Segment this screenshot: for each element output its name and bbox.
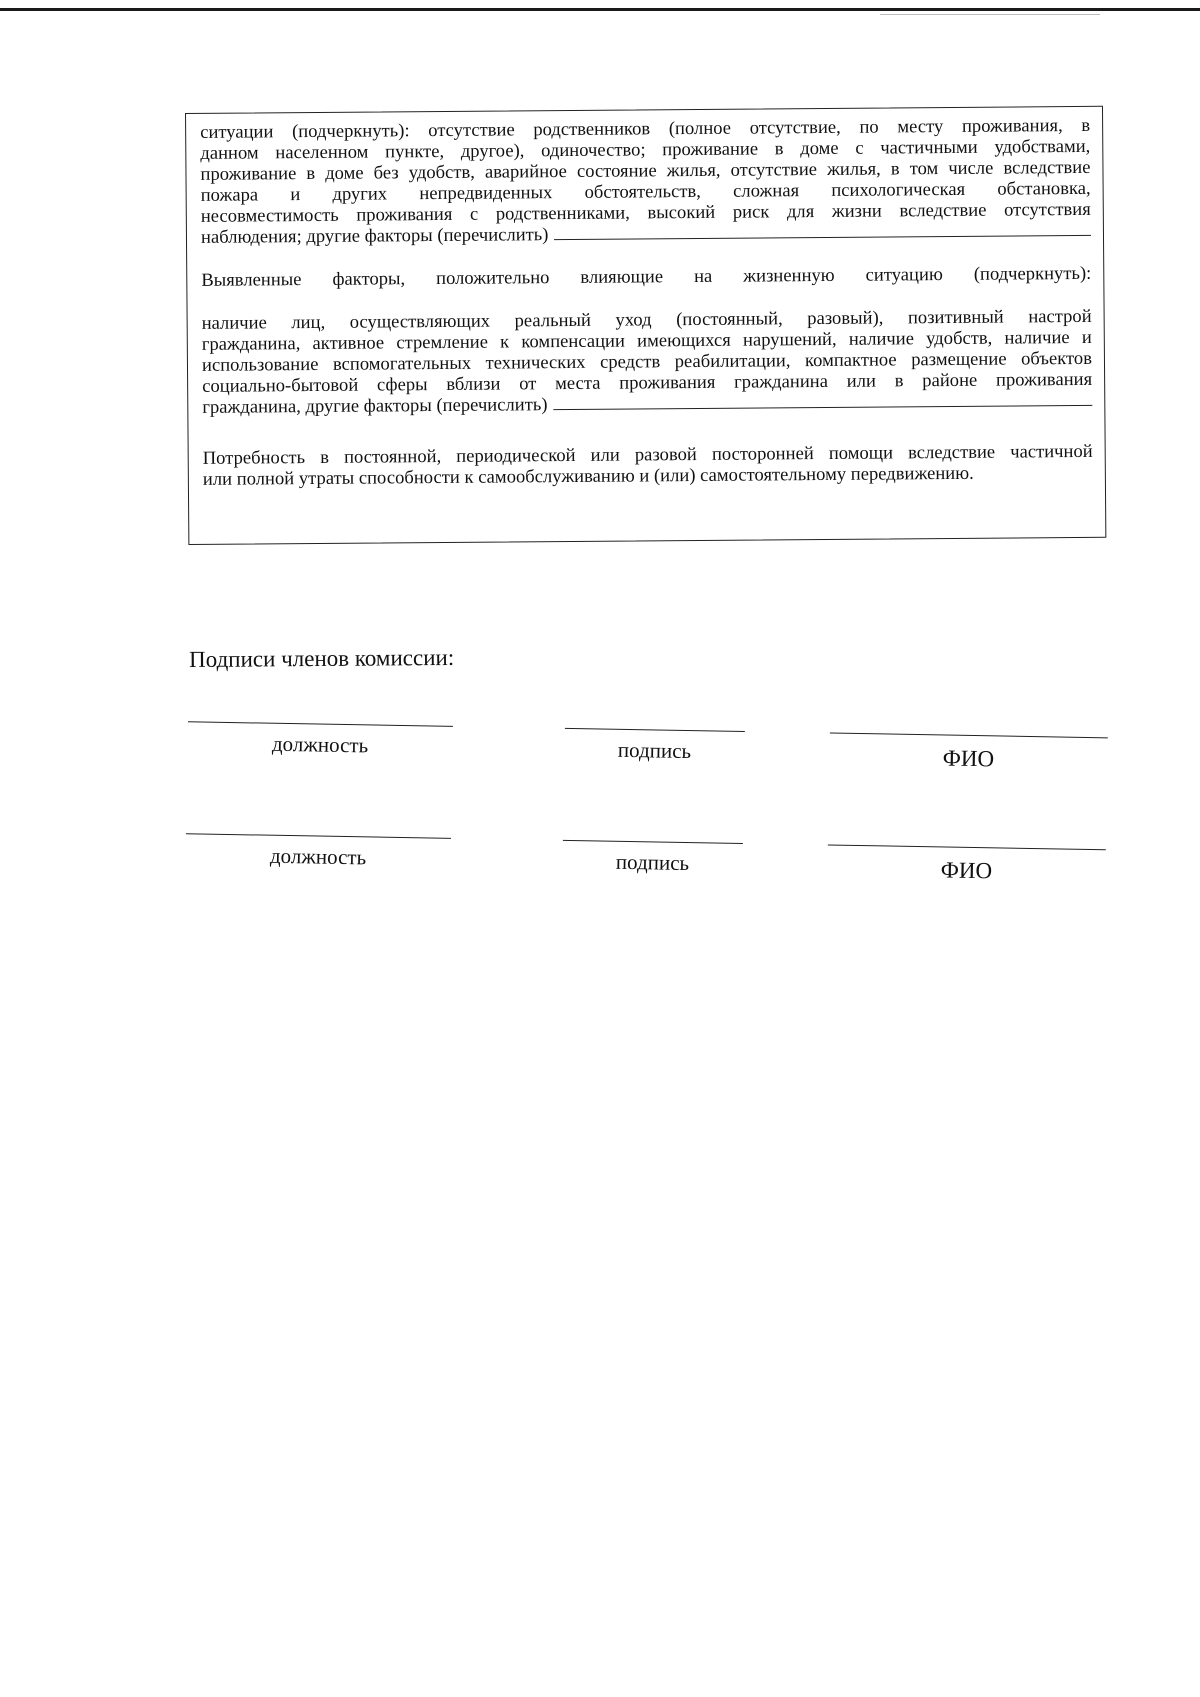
factors-box (185, 106, 1106, 545)
position-label: должность (269, 843, 367, 870)
signatures-title: Подписи членов комиссии: (189, 644, 455, 672)
name-line[interactable] (830, 732, 1108, 738)
name-label: ФИО (940, 857, 993, 884)
text-line: Выявленные факторы, положительно влияющие на жизненную ситуацию (подчеркнуть): (201, 262, 1092, 291)
positive-factors-paragraph (202, 306, 1093, 418)
text-line: использование вспомогательных технических средств реабилитации, компактное размещение объектов (201, 347, 1093, 376)
position-label: должность (271, 731, 369, 758)
scan-top-edge (0, 8, 1200, 11)
text-line: социально-бытовой сферы вблизи от места проживания гражданина или в районе проживания (202, 368, 1093, 397)
signature-row (0, 718, 1200, 819)
text-line: наличие лиц, осуществляющих реальный уход (постоянный, разовый), позитивный настрой (201, 305, 1092, 334)
name-label: ФИО (942, 745, 995, 772)
signature-line[interactable] (563, 840, 743, 844)
signature-row (0, 830, 1200, 931)
assistance-need-paragraph (203, 441, 1093, 490)
text-line: проживание в доме без удобств, аварийное состояние жилья, отсутствие жилья, в том числе вследствие (200, 156, 1091, 185)
text-line: наблюдения; другие факторы (перечислить) (200, 224, 549, 248)
text-line: или полной утраты способности к самообслуживанию и (или) самостоятельному передвижению. (202, 462, 974, 490)
life-situation-paragraph (200, 115, 1091, 248)
text-line: пожара и других непредвиденных обстоятельств, сложная психологическая обстановка, (200, 177, 1091, 206)
text-line: гражданина, активное стремление к компенсации имеющихся нарушений, наличие удобств, наличие и (201, 326, 1092, 355)
signature-line[interactable] (565, 728, 745, 732)
name-line[interactable] (828, 844, 1106, 850)
text-line: гражданина, другие факторы (перечислить) (202, 394, 548, 418)
position-column (185, 833, 451, 872)
name-column (827, 844, 1106, 886)
position-column (187, 721, 453, 760)
text-line: Потребность в постоянной, периодической или разовой посторонней помощи вследствие частичной (202, 440, 1093, 469)
signature-label: подпись (615, 849, 690, 876)
other-factors-blank-1[interactable] (554, 234, 1091, 240)
position-line[interactable] (188, 721, 453, 727)
scan-edge-artifact (880, 14, 1100, 15)
signature-column (564, 728, 745, 765)
other-factors-blank-2[interactable] (554, 404, 1093, 410)
position-line[interactable] (186, 833, 451, 839)
text-line: несовместимость проживания с родственниками, высокий риск для жизни вследствие отсутствия (200, 198, 1091, 227)
text-line: данном населенном пункте, другое), одиночество; проживание в доме с частичными удобствами, (200, 135, 1091, 164)
name-column (829, 732, 1108, 774)
text-line: ситуации (подчеркнуть): отсутствие родственников (полное отсутствие, по месту проживания, в (200, 114, 1091, 143)
signature-label: подпись (617, 737, 692, 764)
signature-column (562, 840, 743, 877)
